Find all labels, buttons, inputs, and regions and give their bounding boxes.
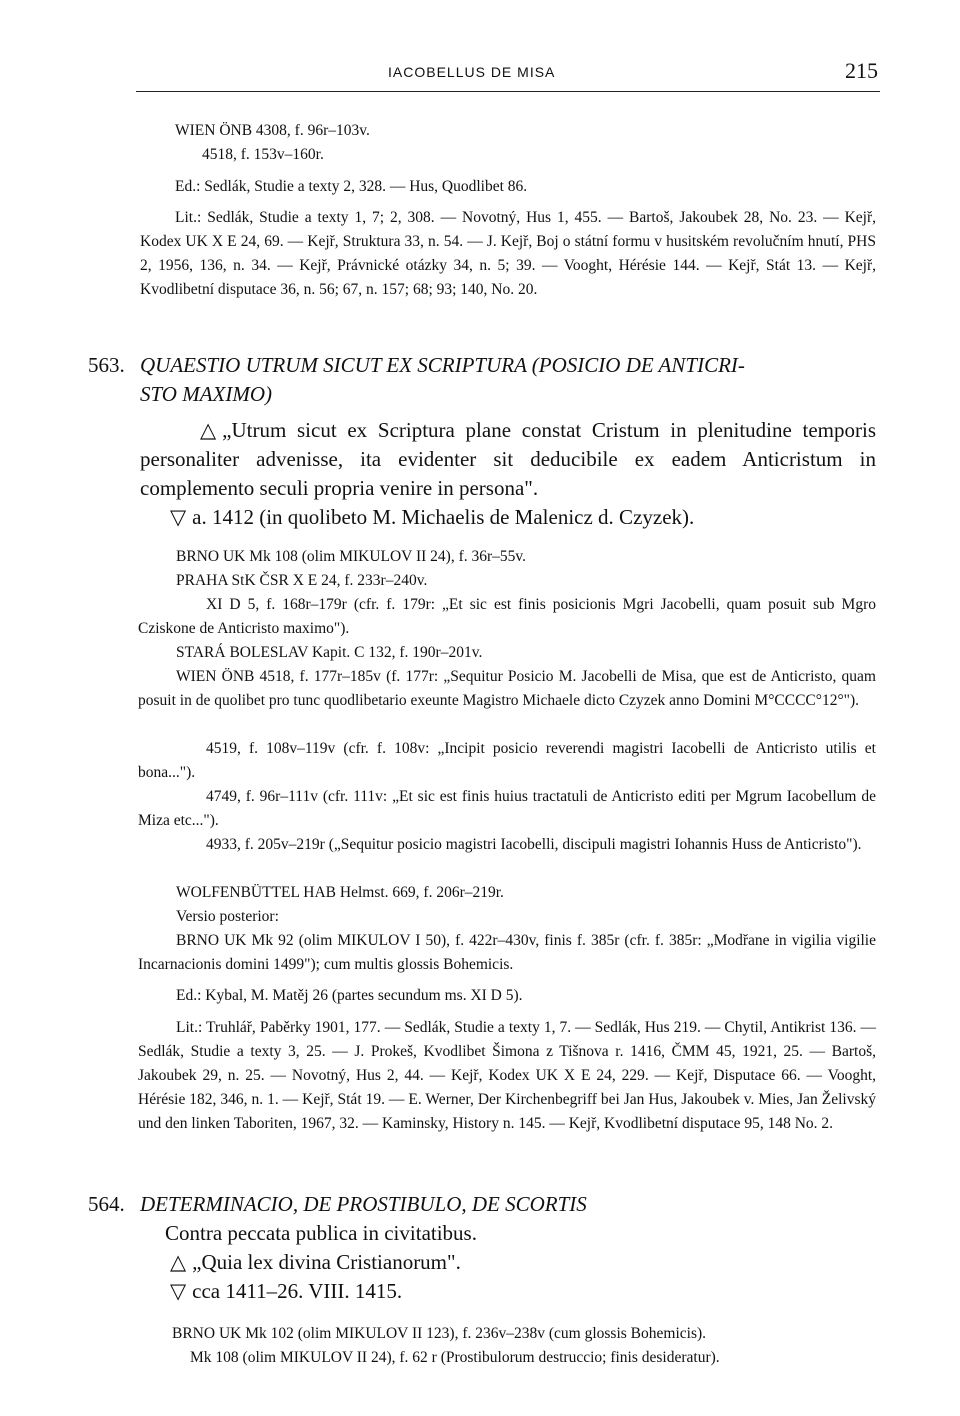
ms-line: XI D 5, f. 168r–179r (cfr. f. 179r: „Et sic est finis posicionis Mgri Jacobelli, quam posuit sub Mgro Cziskone de Anticristo maximo"). (138, 596, 876, 637)
entry-title: DETERMINACIO, DE PROSTIBULO, DE SCORTIS (140, 1192, 587, 1216)
ms-line: PRAHA StK ČSR X E 24, f. 233r–240v. (176, 572, 428, 589)
entry-title-line: QUAESTIO UTRUM SICUT EX SCRIPTURA (POSICIO DE ANTICRI- (140, 353, 745, 377)
running-title: IACOBELLUS DE MISA (388, 64, 556, 80)
entry-number: 564. (88, 1192, 125, 1216)
entry-subtitle: Contra peccata publica in civitatibus. (165, 1221, 477, 1245)
edition-note: Ed.: Kybal, M. Matěj 26 (partes secundum ms. XI D 5). (176, 987, 523, 1004)
header-rule (136, 91, 880, 92)
page-number: 215 (845, 58, 878, 83)
ms-line-wien-4308: WIEN ÖNB 4308, f. 96r–103v. (175, 122, 370, 139)
ms-line: 4749, f. 96r–111v (cfr. 111v: „Et sic est finis huius tractatuli de Anticristo editi per Mgrum Iacobellum de Miza etc..."). (138, 788, 876, 829)
incipit-paragraph (140, 416, 876, 503)
ms-line: BRNO UK Mk 102 (olim MIKULOV II 123), f. 236v–238v (cum glossis Bohemicis). (172, 1325, 707, 1342)
date-text: cca 1411–26. VIII. 1415. (192, 1279, 403, 1303)
incipit-text: „Quia lex divina Cristianorum". (192, 1250, 461, 1274)
running-header (136, 58, 880, 98)
literature-note: Lit.: Truhlář, Paběrky 1901, 177. — Sedlák, Studie a texty 1, 7. — Sedlák, Hus 219. — Chytil, Antikrist 136. — Sedlák, Studie a texty 3, 25. — J. Prokeš, Kvodlibet Šimona z Tišnova r. 1416, ČMM 45, 1921, 25. — Bartoš, Jakoubek 29, n. 25. — Novotný, Hus 2, 44. — Kejř, Kodex UK X E 24, 229. — Kejř, Disputace 66. — Vooght, Hérésie 182, 346, n. 1. — Kejř, Stát 19. — E. Werner, Der Kirchenbegriff bei Jan Hus, Jakoubek v. Mies, Jan Želivský und den linken Taboriten, 1967, 32. — Kaminsky, History n. 145. — Kejř, Kvodlibetní disputace 95, 148 No. 2. (138, 1019, 876, 1132)
edition-note: Ed.: Sedlák, Studie a texty 2, 328. — Hus, Quodlibet 86. (175, 178, 528, 195)
entry-title (140, 351, 840, 409)
entry-title-line: STO MAXIMO) (140, 382, 273, 406)
ms-line: WIEN ÖNB 4518, f. 177r–185v (f. 177r: „Sequitur Posicio M. Jacobelli de Misa, que est de Anticristo, quam posuit in de quolibet pro tunc quodlibetario exeunte Magistro Michaele dicto Czyzek anno Domini M°CCCC°12°"). (138, 668, 876, 709)
ms-line: BRNO UK Mk 108 (olim MIKULOV II 24), f. 36r–55v. (176, 548, 527, 565)
incipit-text: „Utrum sicut ex Scriptura plane constat Cristum in plenitudine temporis personaliter advenisse, ita evidenter sit deducibile ex eadem Anticristum in complemento seculi propria venire in persona". (140, 418, 876, 500)
incipit-line (170, 1248, 876, 1277)
version-note: Versio posterior: (176, 908, 279, 925)
ms-line: WOLFENBÜTTEL HAB Helmst. 669, f. 206r–219r. (176, 884, 504, 901)
date-line (170, 503, 876, 532)
ms-line-4518: 4518, f. 153v–160r. (202, 146, 324, 163)
date-triangle-down-icon: ▽ (170, 1279, 187, 1303)
ms-line: 4519, f. 108v–119v (cfr. f. 108v: „Incipit posicio reverendi magistri Iacobelli de Anticristo utilis et bona..."). (138, 740, 876, 781)
ms-line: BRNO UK Mk 92 (olim MIKULOV I 50), f. 422r–430v, finis f. 385r (cfr. f. 385r: „Modřane in vigilia vigilie Incarnacionis domini 1499"); cum multis glossis Bohemicis. (138, 932, 876, 973)
entry-number: 563. (88, 353, 125, 377)
incipit-triangle-icon: △ (200, 418, 217, 442)
ms-line: 4933, f. 205v–219r („Sequitur posicio magistri Iacobelli, discipuli magistri Iohannis Huss de Anticristo"). (206, 836, 862, 853)
date-triangle-down-icon: ▽ (170, 505, 187, 529)
ms-line: Mk 108 (olim MIKULOV II 24), f. 62 r (Prostibulorum destruccio; finis desideratur). (190, 1349, 720, 1366)
ms-line: STARÁ BOLESLAV Kapit. C 132, f. 190r–201v. (176, 644, 483, 661)
date-line (170, 1277, 876, 1306)
date-text: a. 1412 (in quolibeto M. Michaelis de Malenicz d. Czyzek). (192, 505, 695, 529)
incipit-triangle-icon: △ (170, 1250, 187, 1274)
literature-note: Lit.: Sedlák, Studie a texty 1, 7; 2, 308. — Novotný, Hus 1, 455. — Bartoš, Jakoubek 28, No. 23. — Kejř, Kodex UK X E 24, 69. — Kejř, Struktura 33, n. 54. — J. Kejř, Boj o státní formu v husitském revolučním hnutí, PHS 2, 1956, 136, n. 34. — Kejř, Právnické otázky 34, n. 5; 39. — Vooght, Hérésie 144. — Kejř, Stát 13. — Kejř, Kvodlibetní disputace 36, n. 56; 67, n. 157; 68; 93; 140, No. 20. (140, 209, 876, 298)
